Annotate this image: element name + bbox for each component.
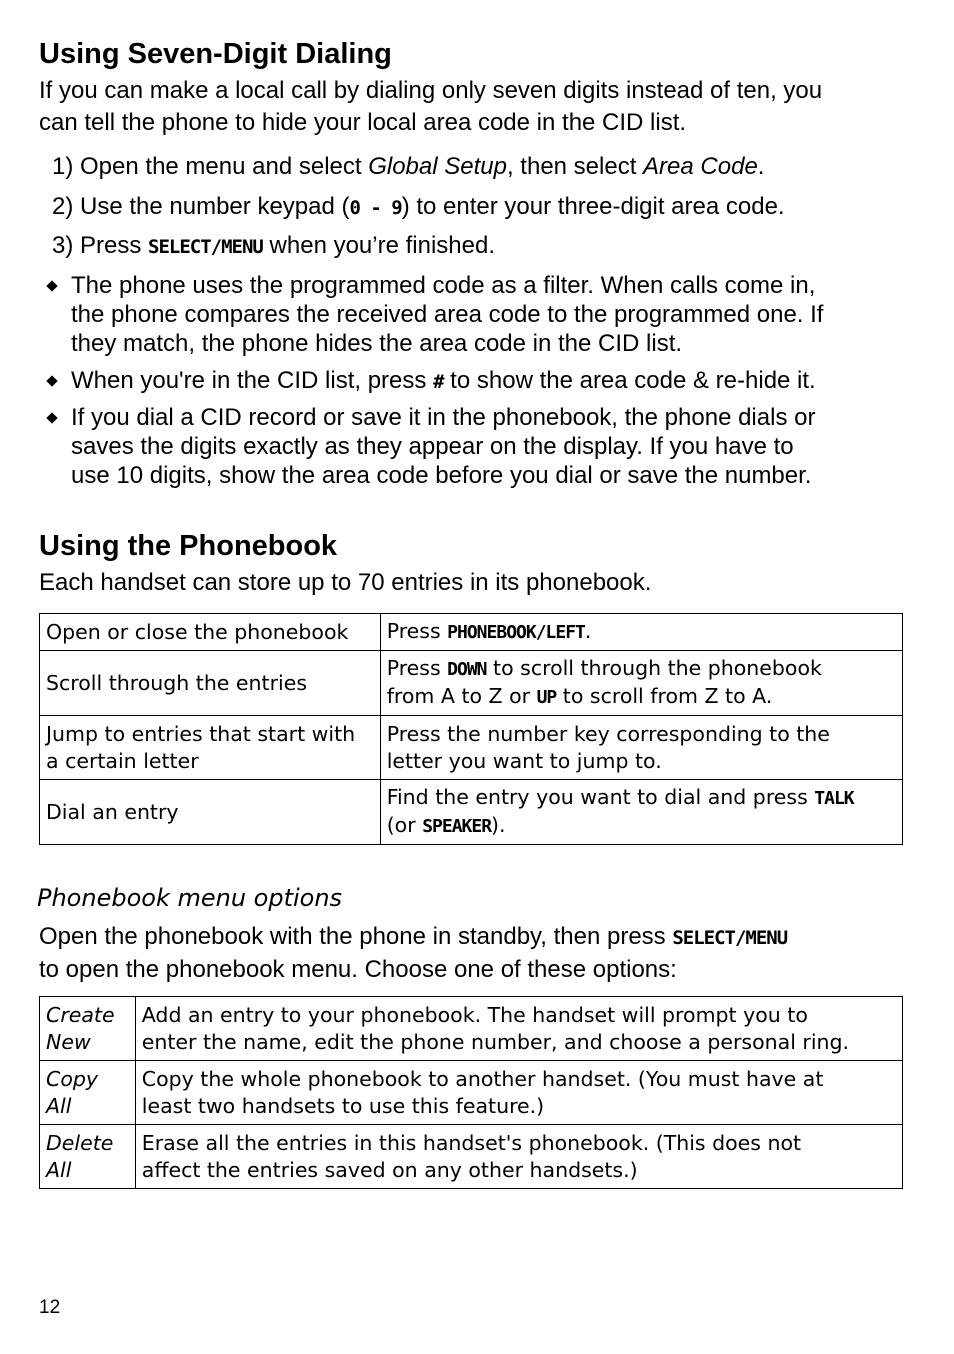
key-label: TALK [814, 788, 854, 809]
key-label: SPEAKER [422, 816, 492, 837]
key-label: # [433, 371, 444, 393]
cell-line: New [46, 1029, 91, 1054]
option-name [40, 997, 136, 1061]
bullet-line: the phone compares the received area code to the programmed one. If [71, 301, 824, 328]
key-label: 0 - 9 [349, 197, 402, 219]
cell-line: Copy the whole phonebook to another handset. (You must have at [141, 1066, 824, 1091]
option-description [135, 1061, 902, 1125]
cell-line: Erase all the entries in this handset's phonebook. (This does not [141, 1130, 802, 1155]
bullet-line: If you dial a CID record or save it in the phonebook, the phone dials or [71, 404, 816, 431]
bullet-item [48, 271, 823, 358]
cell-text: to scroll through the phonebook [486, 656, 822, 680]
cell-line: a certain letter [46, 748, 199, 773]
step-3 [52, 231, 495, 262]
section-title-phonebook: Using the Phonebook [39, 530, 338, 562]
table-cell-instruction [380, 614, 902, 651]
cell-text: Press [386, 656, 448, 680]
cell-text: from A to Z or [386, 684, 537, 708]
bullet-item [48, 366, 816, 397]
intro-text: Open the phonebook with the phone in standby, then press [39, 923, 673, 950]
step-text: ) to enter your three-digit area code. [401, 193, 785, 220]
cell-line: Copy [46, 1066, 99, 1091]
step-text: , then select [506, 153, 644, 180]
intro-line: to open the phonebook menu. Choose one of these options: [39, 956, 677, 983]
step-number: 1) [52, 153, 74, 180]
option-name [40, 1125, 136, 1189]
step-1 [52, 152, 764, 182]
subsection-title: Phonebook menu options [37, 884, 343, 912]
step-number: 3) [52, 232, 74, 259]
table-row [40, 1125, 903, 1189]
cell-text: to scroll from Z to A. [556, 684, 773, 708]
intro-line: can tell the phone to hide your local area code in the CID list. [39, 109, 687, 136]
phonebook-table [39, 613, 903, 845]
option-description [135, 1125, 902, 1189]
cell-line: affect the entries saved on any other handsets.) [141, 1157, 638, 1182]
intro-line [39, 921, 787, 954]
key-label: PHONEBOOK/LEFT [447, 622, 585, 643]
table-cell-instruction [380, 780, 902, 845]
key-label: UP [536, 687, 557, 708]
section-title-seven-digit: Using Seven-Digit Dialing [39, 38, 392, 70]
step-text: when you’re finished. [262, 232, 496, 259]
cell-line [387, 784, 896, 812]
key-label: SELECT/MENU [672, 927, 788, 949]
cell-text: (or [386, 813, 423, 837]
key-label: SELECT/MENU [148, 236, 263, 258]
intro-line: If you can make a local call by dialing only seven digits instead of ten, you [39, 77, 823, 104]
cell-text: ). [491, 813, 506, 837]
cell-line: Delete [46, 1130, 114, 1155]
table-cell-instruction [380, 651, 902, 716]
bullet-text: When you're in the CID list, press [71, 367, 434, 394]
cell-line [387, 812, 896, 840]
menu-options-table [39, 996, 903, 1189]
diamond-bullet-icon [46, 412, 57, 423]
step-text: Press [80, 232, 149, 259]
option-description [135, 997, 902, 1061]
diamond-bullet-icon [46, 280, 57, 291]
cell-line: All [46, 1157, 72, 1182]
intro-text [39, 75, 822, 139]
table-cell-instruction [380, 716, 902, 780]
table-row [40, 651, 903, 716]
page-number: 12 [39, 1297, 61, 1318]
cell-line: letter you want to jump to. [386, 748, 662, 773]
cell-line: least two handsets to use this feature.) [141, 1093, 545, 1118]
menu-options-intro [39, 921, 787, 986]
cell-text: Find the entry you want to dial and press [386, 785, 815, 809]
table-row [40, 997, 903, 1061]
bullet-item [48, 403, 815, 490]
phonebook-intro: Each handset can store up to 70 entries in its phonebook. [39, 569, 652, 596]
table-cell-action: Open or close the phonebook [40, 614, 381, 651]
bullet-line: The phone uses the programmed code as a filter. When calls come in, [71, 272, 816, 299]
table-cell-action [40, 716, 381, 780]
cell-line: Jump to entries that start with [46, 721, 356, 746]
table-row [40, 614, 903, 651]
cell-line: enter the name, edit the phone number, and choose a personal ring. [141, 1029, 850, 1054]
cell-line [387, 683, 896, 711]
cell-line [387, 655, 896, 683]
diamond-bullet-icon [46, 375, 57, 386]
bullet-line: they match, the phone hides the area code in the CID list. [71, 330, 683, 357]
cell-text: . [584, 619, 592, 643]
step-text: Use the number keypad ( [80, 193, 350, 220]
cell-line: Create [46, 1002, 115, 1027]
step-text: Open the menu and select [80, 153, 369, 180]
bullet-text: to show the area code & re-hide it. [443, 367, 816, 394]
table-row [40, 780, 903, 845]
table-row [40, 1061, 903, 1125]
menu-term: Global Setup [368, 153, 507, 180]
cell-text: Press [386, 619, 448, 643]
cell-line: Press the number key corresponding to the [386, 721, 830, 746]
key-label: DOWN [447, 659, 487, 680]
step-2 [52, 192, 785, 223]
menu-term: Area Code [643, 153, 758, 180]
option-name [40, 1061, 136, 1125]
step-text: . [757, 153, 765, 180]
cell-line: Add an entry to your phonebook. The handset will prompt you to [141, 1002, 808, 1027]
table-cell-action: Dial an entry [40, 780, 381, 845]
bullet-line: use 10 digits, show the area code before you dial or save the number. [71, 462, 812, 489]
step-number: 2) [52, 193, 74, 220]
cell-line: All [46, 1093, 72, 1118]
table-cell-action: Scroll through the entries [40, 651, 381, 716]
table-row [40, 716, 903, 780]
bullet-line: saves the digits exactly as they appear on the display. If you have to [71, 433, 794, 460]
